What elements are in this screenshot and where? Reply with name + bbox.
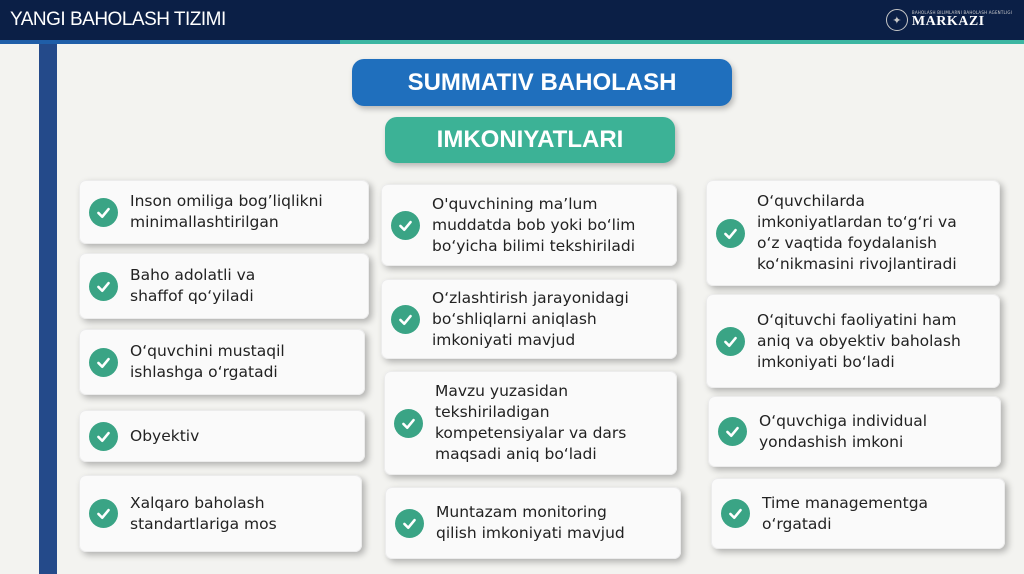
checkmark-circle-icon: [391, 305, 420, 334]
feature-card: [79, 253, 369, 319]
checkmark-circle-icon: [89, 422, 118, 451]
checkmark-circle-icon: [718, 417, 747, 446]
checkmark-circle-icon: [721, 499, 750, 528]
feature-text: O'quvchining ma’lum muddatda bob yoki bo‘lim bo‘yicha bilimi tekshiriladi: [432, 194, 636, 255]
feature-text: Obyektiv: [130, 426, 200, 445]
checkmark-circle-icon: [716, 327, 745, 356]
feature-card: [381, 184, 677, 266]
feature-text: O‘qituvchi faoliyatini ham aniq va obyektiv baholash imkoniyati bo‘ladi: [757, 310, 961, 371]
checkmark-circle-icon: [89, 499, 118, 528]
feature-card: [79, 410, 365, 462]
feature-text: O‘quvchilarda imkoniyatlardan to‘g‘ri va o‘z vaqtida foydalanish ko‘nikmasini rivojlantiradi: [757, 192, 957, 273]
logo-text: MARKAZI: [911, 14, 985, 29]
checkmark-circle-icon: [395, 509, 424, 538]
feature-card: [706, 294, 1000, 388]
feature-text: Xalqaro baholash standartlariga mos: [130, 493, 277, 533]
feature-text: Muntazam monitoring qilish imkoniyati mavjud: [436, 503, 625, 542]
feature-text: Mavzu yuzasidan tekshiriladigan kompetensiyalar va dars maqsadi aniq bo‘ladi: [435, 382, 627, 463]
feature-card: [384, 371, 677, 475]
feature-card: [381, 279, 677, 359]
feature-card: [708, 396, 1001, 467]
checkmark-circle-icon: [89, 272, 118, 301]
checkmark-circle-icon: [394, 409, 423, 438]
sub-heading: IMKONIYATLARI: [385, 117, 675, 163]
feature-card: [79, 475, 362, 552]
feature-card: [79, 180, 369, 244]
feature-card: [706, 180, 1000, 286]
left-side-bar: [39, 44, 57, 574]
checkmark-circle-icon: [89, 348, 118, 377]
checkmark-circle-icon: [89, 198, 118, 227]
feature-card: [79, 329, 365, 395]
emblem-icon: ✦: [886, 9, 908, 31]
main-heading: SUMMATIV BAHOLASH: [352, 59, 732, 106]
header-title: YANGI BAHOLASH TIZIMI: [10, 9, 226, 30]
feature-card: [711, 478, 1005, 549]
accent-stripe-teal: [340, 40, 1024, 44]
checkmark-circle-icon: [391, 211, 420, 240]
feature-text: O‘zlashtirish jarayonidagi bo‘shliqlarni aniqlash imkoniyati mavjud: [432, 288, 629, 349]
feature-text: O‘quvchini mustaqil ishlashga o‘rgatadi: [130, 342, 285, 381]
markazi-logo: [886, 6, 1012, 34]
checkmark-circle-icon: [716, 219, 745, 248]
logo-subtext: BAHOLASH BILIMLARNI BAHOLASH AGENTLIGI: [911, 10, 1012, 15]
feature-text: Baho adolatli va shaffof qo‘yiladi: [130, 266, 256, 305]
feature-text: Inson omiliga bog’liqlikni minimallashtirilgan: [130, 192, 323, 231]
feature-text: Time managementga o‘rgatadi: [762, 493, 929, 533]
header-bar: [0, 0, 1024, 40]
feature-text: O‘quvchiga individual yondashish imkoni: [759, 411, 928, 451]
feature-card: [385, 487, 681, 559]
